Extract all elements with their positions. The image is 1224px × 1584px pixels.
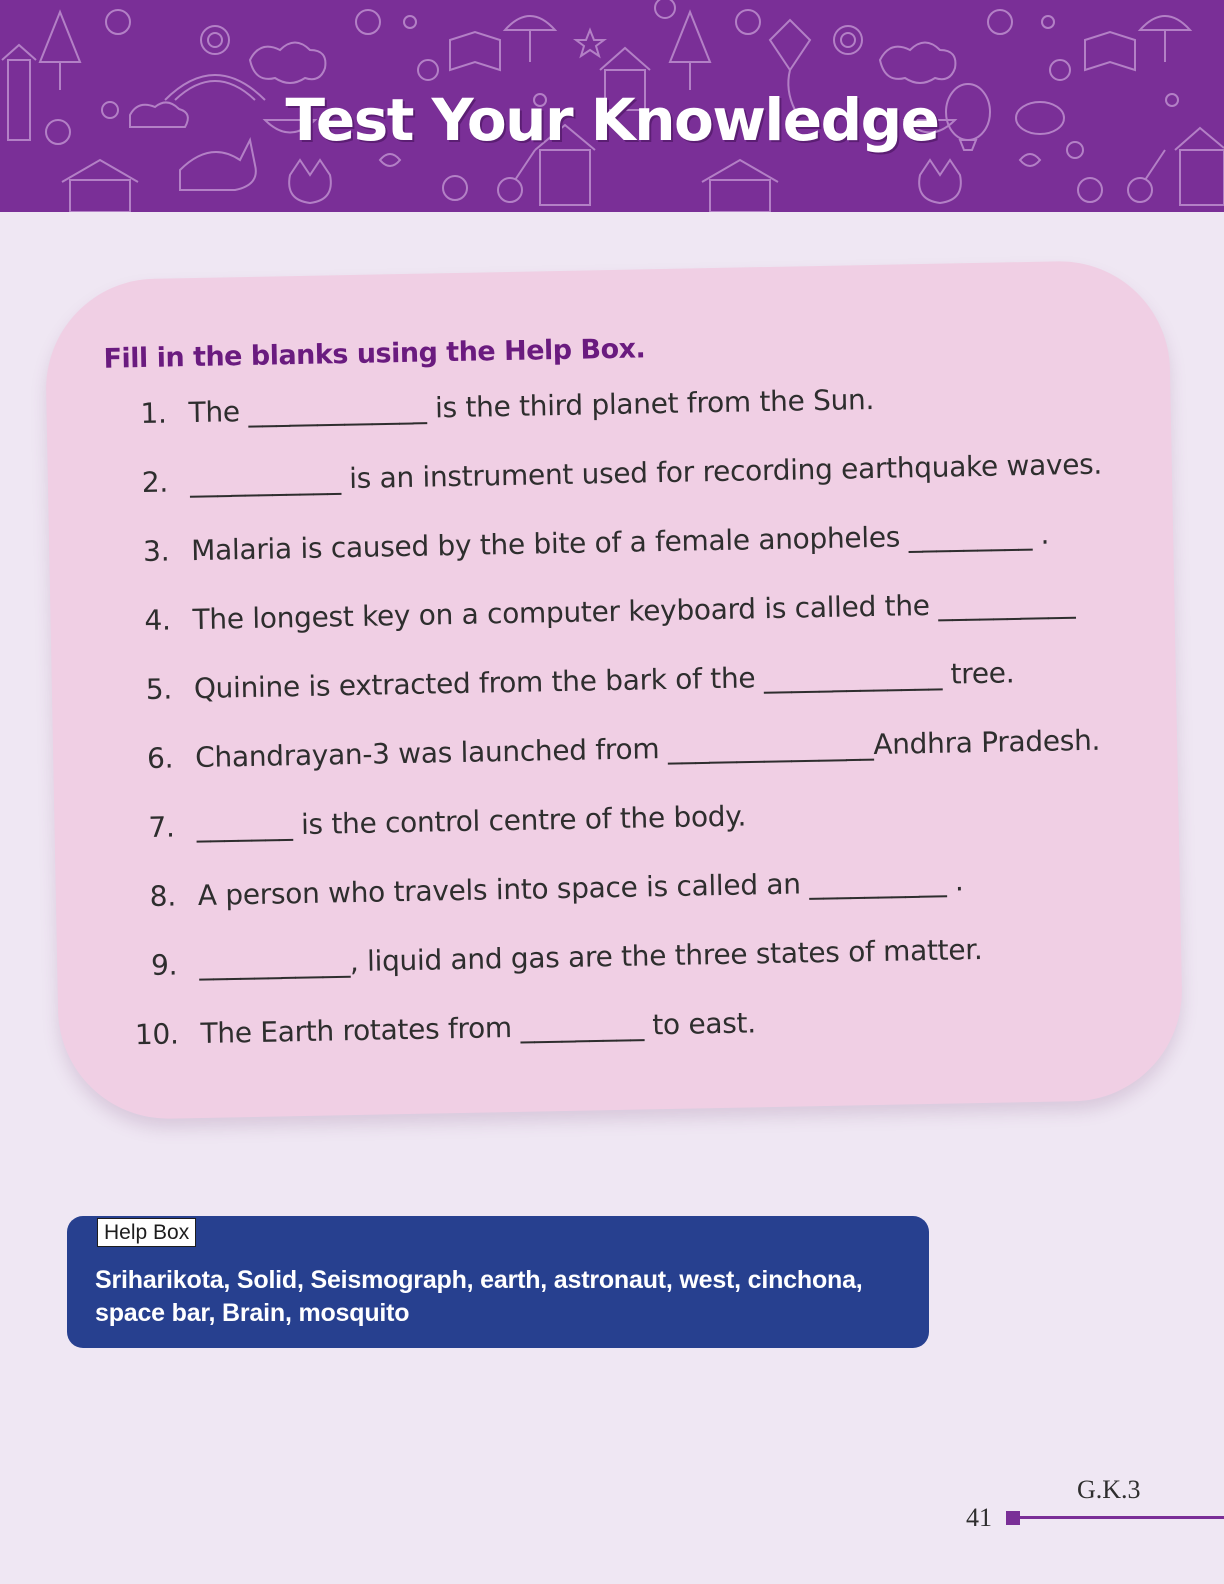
question-number: 10. — [134, 1017, 179, 1052]
help-box — [67, 1216, 929, 1348]
question-number: 9. — [150, 948, 178, 982]
question-text: Malaria is caused by the bite of a female anopheles _________ . — [190, 517, 1050, 568]
question-text: The _____________ is the third planet from the Sun. — [188, 382, 875, 430]
question-number: 3. — [142, 534, 170, 569]
exercise-instruction: Fill in the blanks using the Help Box. — [103, 333, 646, 375]
question-number: 6. — [146, 741, 174, 775]
question-text: Quinine is extracted from the bark of the _____________ tree. — [193, 656, 1015, 706]
question-number: 5. — [145, 672, 173, 706]
question-number: 1. — [140, 396, 167, 431]
question-text: ___________, liquid and gas are the three states of matter. — [198, 932, 983, 982]
question-text: ___________ is an instrument used for recording earthquake waves. — [189, 447, 1103, 499]
help-box-label: Help Box — [97, 1218, 196, 1247]
page-rule-line — [1020, 1516, 1224, 1519]
header-banner — [0, 0, 1224, 212]
page-title: Test Your Knowledge — [285, 86, 939, 154]
exercise-card — [44, 259, 1184, 1120]
question-text: The longest key on a computer keyboard is called the __________ — [192, 586, 1076, 637]
question-text: A person who travels into space is called an __________ . — [197, 864, 964, 913]
page-marker-square — [1006, 1511, 1020, 1525]
book-title: G.K.3 — [1077, 1475, 1141, 1504]
question-number: 7. — [148, 810, 175, 844]
page-number: 41 — [966, 1503, 992, 1532]
question-text: Chandrayan-3 was launched from _______________Andhra Pradesh. — [194, 723, 1101, 775]
question-number: 4. — [144, 603, 171, 637]
question-text: The Earth rotates from _________ to east. — [200, 1006, 757, 1050]
question-number: 8. — [149, 879, 177, 913]
question-text: _______ is the control centre of the body. — [196, 799, 747, 844]
question-list — [116, 378, 1129, 1087]
help-box-words: Sriharikota, Solid, Seismograph, earth, astronaut, west, cinchona, space bar, Brain, mosquito — [95, 1266, 863, 1327]
question-number: 2. — [141, 465, 169, 500]
